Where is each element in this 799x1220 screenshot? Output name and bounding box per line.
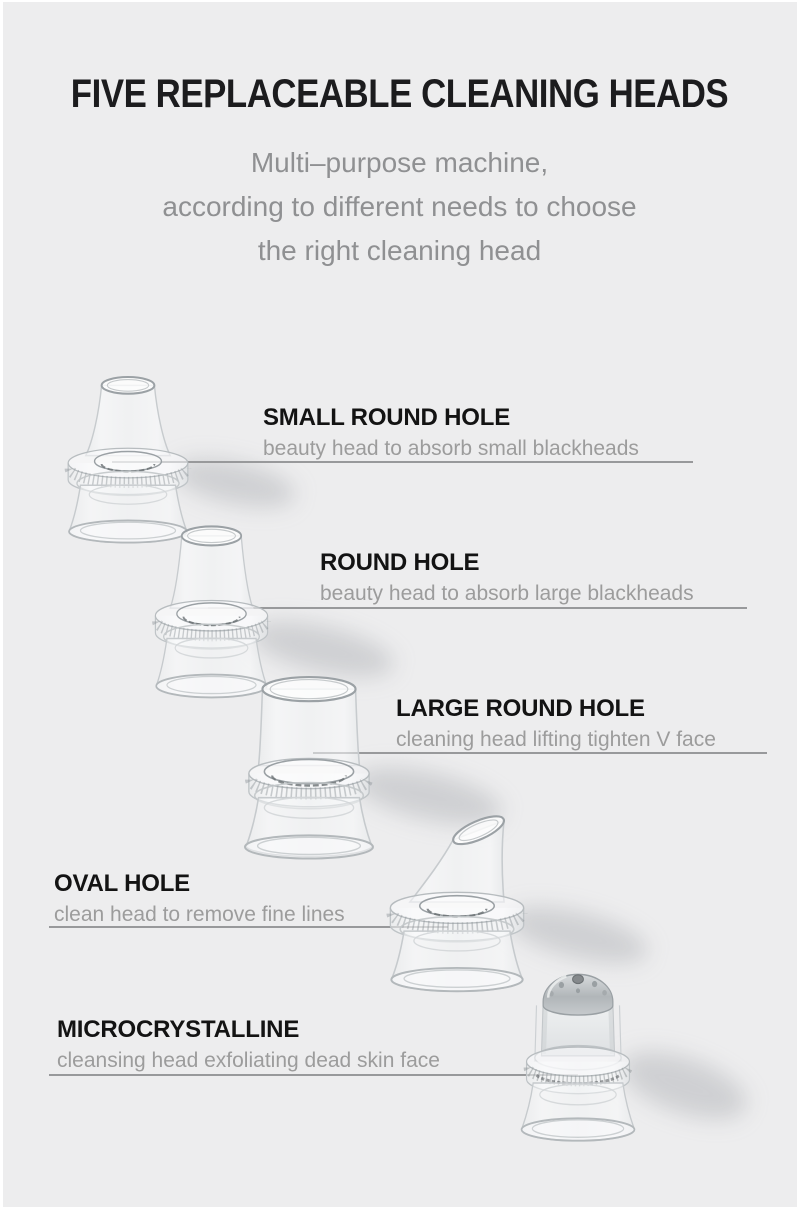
head-name: LARGE ROUND HOLE — [396, 695, 645, 722]
subtitle-line-3: the right cleaning head — [257, 235, 542, 266]
head-label-oval-hole — [54, 870, 345, 927]
page-title: FIVE REPLACEABLE CLEANING HEADS — [70, 72, 729, 116]
head-description: cleaning head lifting tighten V face — [396, 728, 716, 751]
microcrystalline-head-image — [495, 953, 661, 1147]
page-subtitle — [0, 141, 799, 273]
head-label-round-hole — [320, 549, 694, 606]
head-label-large-round-hole — [396, 695, 716, 752]
head-description: clean head to remove fine lines — [54, 903, 345, 926]
subtitle-line-1: Multi–purpose machine, — [250, 147, 549, 178]
head-label-microcrystalline — [57, 1016, 440, 1073]
head-name: OVAL HOLE — [54, 870, 190, 897]
head-name: ROUND HOLE — [320, 549, 480, 576]
head-label-small-round-hole — [263, 404, 639, 461]
head-description: beauty head to absorb small blackheads — [263, 437, 639, 460]
subtitle-line-2: according to different needs to choose — [162, 191, 637, 222]
head-name: SMALL ROUND HOLE — [263, 404, 511, 431]
head-description: cleansing head exfoliating dead skin face — [57, 1049, 440, 1072]
head-description: beauty head to absorb large blackheads — [320, 582, 694, 605]
head-name: MICROCRYSTALLINE — [57, 1016, 300, 1043]
